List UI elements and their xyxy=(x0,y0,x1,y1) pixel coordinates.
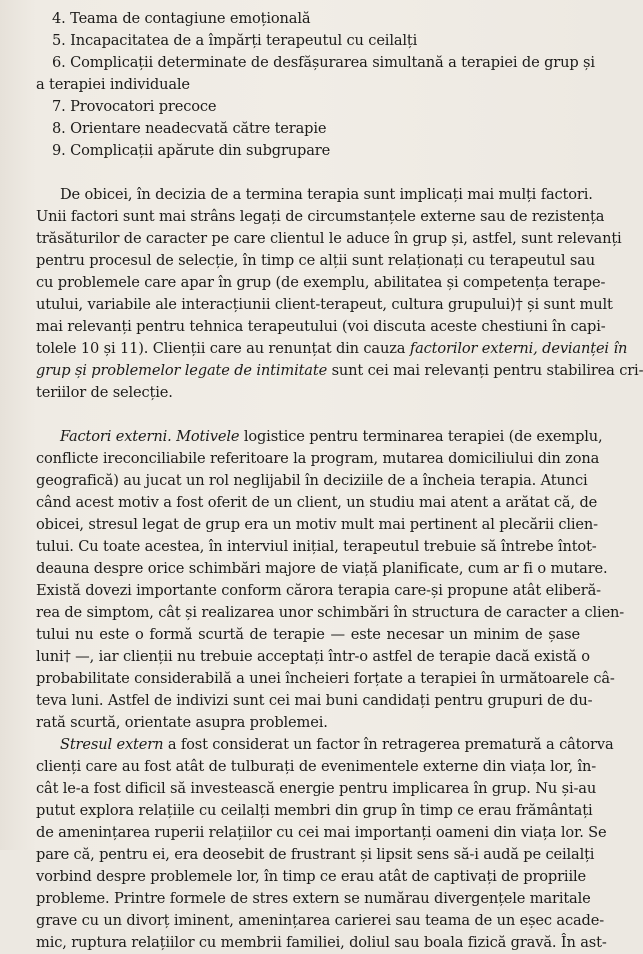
text-line xyxy=(36,338,628,360)
text-line: rea de simptom, cât și realizarea unor schimbări în structura de caracter a clien- xyxy=(36,604,625,621)
text-line: tului. Cu toate acestea, în interviul inițial, terapeutul trebuie să întrebe întot- xyxy=(36,538,597,555)
text-line: probleme. Printre formele de stres extern se numărau divergențele maritale xyxy=(36,890,591,907)
text-line: pentru procesul de selecție, în timp ce alții sunt relaționați cu terapeutul sau xyxy=(36,252,596,269)
page-content xyxy=(36,8,643,954)
italic-term: grup și problemelor legate de intimitate xyxy=(36,362,328,379)
list-text: Provocatori precoce xyxy=(70,98,217,115)
text-run: logistice pentru terminarea terapiei (de exemplu, xyxy=(239,428,603,445)
paragraph-external-factors xyxy=(36,426,625,734)
text-line: de amenințarea ruperii relațiilor cu cei mai importanți oameni din viața lor. Se xyxy=(36,824,607,841)
text-line: cât le-a fost dificil să investească energie pentru implicarea în grup. Nu și-au xyxy=(36,780,597,797)
section-lead: Factori externi. xyxy=(60,428,172,445)
list-number: 7. xyxy=(52,98,66,115)
text-line: putut explora relațiile cu ceilalți membri din grup în timp ce erau frământați xyxy=(36,802,593,819)
list-text-continued: a terapiei individuale xyxy=(36,76,190,93)
text-line: vorbind despre problemele lor, în timp ce erau atât de captivați de propriile xyxy=(36,868,586,885)
list-number: 4. xyxy=(52,10,66,27)
text-line: De obicei, în decizia de a termina terapia sunt implicați mai mulți factori. xyxy=(60,186,593,203)
text-run: sunt cei mai relevanți pentru stabilirea cri- xyxy=(327,362,643,379)
list-number: 5. xyxy=(52,32,66,49)
text-line xyxy=(36,734,614,756)
text-line: mai relevanți pentru tehnica terapeutului (voi discuta aceste chestiuni în capi- xyxy=(36,318,606,335)
list-number: 6. xyxy=(52,54,66,71)
text-line: pare că, pentru ei, era deosebit de frustrant și lipsit sens să-i audă pe ceilalți xyxy=(36,846,595,863)
text-line: Există dovezi importante conform cărora terapia care-și propune atât eliberă- xyxy=(36,582,601,599)
text-run: a fost considerat un factor în retragerea prematură a câtorva xyxy=(163,736,614,753)
list-text: Complicații determinate de desfășurarea simultană a terapiei de grup și xyxy=(70,54,595,71)
text-line: cu problemele care apar în grup (de exemplu, abilitatea și competența terape- xyxy=(36,274,606,291)
list-item xyxy=(36,30,580,52)
text-line xyxy=(36,426,603,448)
list-line xyxy=(52,52,595,74)
list-text: Complicații apărute din subgrupare xyxy=(70,142,331,159)
paragraph-external-stress xyxy=(36,734,614,954)
list-item xyxy=(36,140,580,162)
text-line: teriilor de selecție. xyxy=(36,384,173,401)
list-number: 9. xyxy=(52,142,66,159)
list-item xyxy=(36,96,580,118)
text-line: grave cu un divorț iminent, amenințarea carierei sau teama de un eșec acade- xyxy=(36,912,605,929)
text-line: luni† —, iar clienții nu trebuie acceptați într-o astfel de terapie dacă există o xyxy=(36,648,590,665)
text-line: conflicte ireconciliabile referitoare la program, mutarea domiciliului din zona xyxy=(36,450,600,467)
list-text: Incapacitatea de a împărți terapeutul cu ceilalți xyxy=(70,32,418,49)
italic-term: Stresul extern xyxy=(60,736,164,753)
list-item xyxy=(36,52,595,96)
text-line: când acest motiv a fost oferit de un client, un studiu mai atent a arătat că, de xyxy=(36,494,598,511)
text-run: tolele 10 și 11). Clienții care au renunțat din cauza xyxy=(36,340,410,357)
text-line: trăsăturilor de caracter pe care clientul le aduce în grup și, astfel, sunt relevanți xyxy=(36,230,622,247)
text-line: probabilitate considerabilă a unei încheieri forțate a terapiei în următoarele câ- xyxy=(36,670,615,687)
italic-term: factorilor externi, devianței în xyxy=(409,340,628,357)
text-line: rată scurtă, orientate asupra problemei. xyxy=(36,714,328,731)
reasons-list xyxy=(36,8,595,162)
list-text: Orientare neadecvată către terapie xyxy=(70,120,327,137)
list-number: 8. xyxy=(52,120,66,137)
text-line: deauna despre orice schimbări majore de viață planificate, cum ar fi o mutare. xyxy=(36,560,608,577)
text-line: clienți care au fost atât de tulburați de evenimentele externe din viața lor, în- xyxy=(36,758,597,775)
text-line: teva luni. Astfel de indivizi sunt cei mai buni candidați pentru grupuri de du- xyxy=(36,692,593,709)
text-line: tului nu este o formă scurtă de terapie — este necesar un minim de șase xyxy=(36,626,580,643)
text-line: utului, variabile ale interacțiunii client-terapeut, cultura grupului)† și sunt mult xyxy=(36,296,613,313)
text-line xyxy=(36,360,643,382)
list-item xyxy=(36,8,580,30)
text-line: obicei, stresul legat de grup era un motiv mult mai pertinent al plecării clien- xyxy=(36,516,598,533)
list-text: Teama de contagiune emoțională xyxy=(70,10,311,27)
italic-term: Motivele xyxy=(176,428,240,445)
list-item xyxy=(36,118,580,140)
text-line: Unii factori sunt mai strâns legați de circumstanțele externe sau de rezistența xyxy=(36,208,605,225)
text-line: mic, ruptura relațiilor cu membrii familiei, doliul sau boala fizică gravă. În ast- xyxy=(36,934,607,951)
text-line: geografică) au jucat un rol neglijabil în deciziile de a încheia terapia. Atunci xyxy=(36,472,588,489)
paragraph-factors xyxy=(36,184,643,404)
